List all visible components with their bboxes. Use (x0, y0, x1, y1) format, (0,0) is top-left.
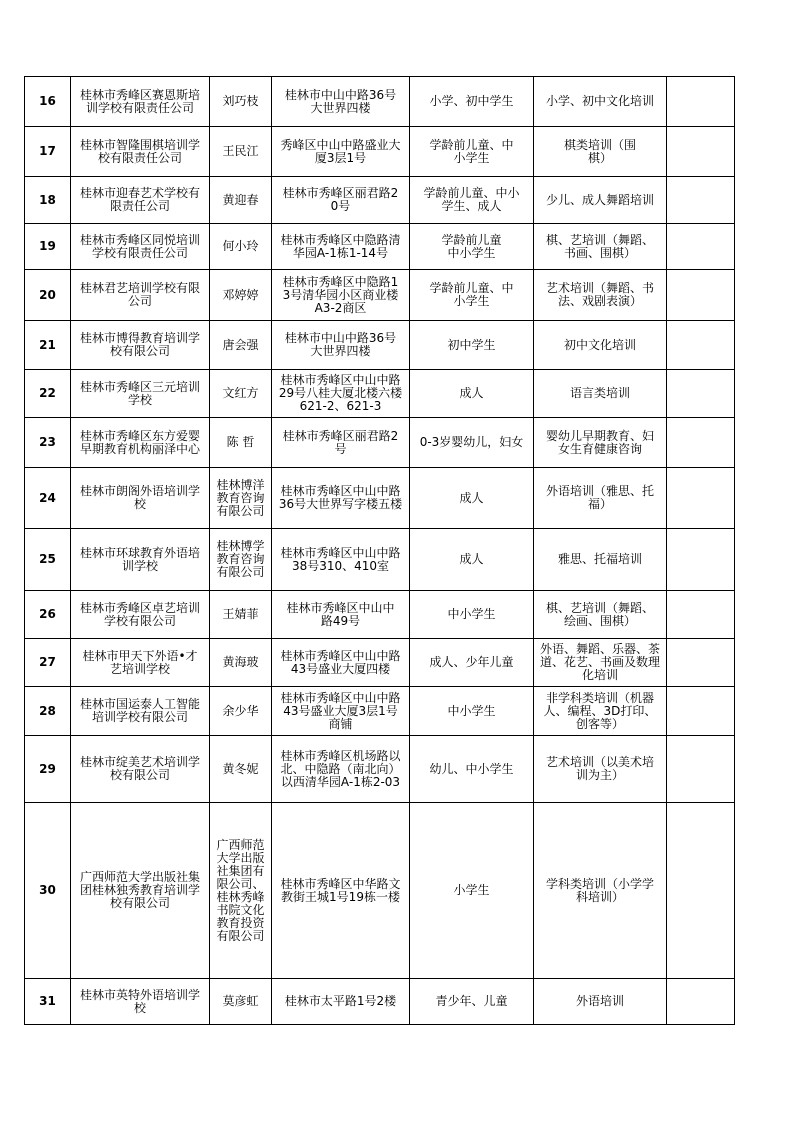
cell-scope: 雅思、托福培训 (534, 529, 667, 591)
cell-address: 桂林市秀峰区中隐路13号清华园小区商业楼A3-2商区 (272, 270, 410, 321)
cell-remark (667, 639, 735, 687)
cell-name: 桂林市秀峰区同悦培训学校有限责任公司 (71, 224, 210, 270)
cell-remark (667, 224, 735, 270)
cell-name: 桂林市秀峰区赛恩斯培训学校有限责任公司 (71, 77, 210, 127)
cell-person: 桂林博学教育咨询有限公司 (210, 529, 272, 591)
cell-no: 22 (25, 370, 71, 418)
cell-no: 16 (25, 77, 71, 127)
cell-person: 余少华 (210, 687, 272, 736)
cell-target: 学龄前儿童、中小学生 (410, 270, 534, 321)
cell-no: 23 (25, 418, 71, 468)
cell-person: 王婧菲 (210, 591, 272, 639)
cell-name: 桂林市博得教育培训学校有限公司 (71, 321, 210, 370)
cell-scope: 外语培训 (534, 979, 667, 1025)
cell-person: 黄海玻 (210, 639, 272, 687)
table-row (25, 270, 735, 321)
table-row (25, 803, 735, 979)
cell-scope: 婴幼儿早期教育、妇女生育健康咨询 (534, 418, 667, 468)
cell-no: 18 (25, 177, 71, 224)
cell-address: 桂林市秀峰区中隐路清华园A-1栋1-14号 (272, 224, 410, 270)
cell-address: 桂林市中山中路36号大世界四楼 (272, 321, 410, 370)
cell-scope: 少儿、成人舞蹈培训 (534, 177, 667, 224)
table-row (25, 370, 735, 418)
cell-no: 31 (25, 979, 71, 1025)
cell-person: 莫彦虹 (210, 979, 272, 1025)
cell-scope: 小学、初中文化培训 (534, 77, 667, 127)
cell-name: 桂林市秀峰区卓艺培训学校有限公司 (71, 591, 210, 639)
cell-target: 幼儿、中小学生 (410, 736, 534, 803)
cell-remark (667, 468, 735, 529)
cell-name: 桂林市英特外语培训学校 (71, 979, 210, 1025)
table-row (25, 321, 735, 370)
cell-name: 广西师范大学出版社集团桂林独秀教育培训学校有限公司 (71, 803, 210, 979)
cell-scope: 棋、艺培训（舞蹈、书画、围棋） (534, 224, 667, 270)
cell-person: 广西师范大学出版社集团有限公司、桂林秀峰书院文化教育投资有限公司 (210, 803, 272, 979)
cell-remark (667, 370, 735, 418)
cell-target: 学龄前儿童、中小学生 (410, 127, 534, 177)
cell-no: 27 (25, 639, 71, 687)
table-row (25, 736, 735, 803)
cell-no: 21 (25, 321, 71, 370)
table-row (25, 77, 735, 127)
cell-remark (667, 418, 735, 468)
cell-address: 桂林市秀峰区中山中路29号八桂大厦北楼六楼621-2、621-3 (272, 370, 410, 418)
table-row (25, 224, 735, 270)
cell-target: 中小学生 (410, 591, 534, 639)
table-row (25, 127, 735, 177)
cell-scope: 艺术培训（以美术培训为主） (534, 736, 667, 803)
cell-person: 文红方 (210, 370, 272, 418)
cell-remark (667, 736, 735, 803)
cell-target: 小学、初中学生 (410, 77, 534, 127)
cell-remark (667, 529, 735, 591)
table-row (25, 177, 735, 224)
cell-target: 成人 (410, 370, 534, 418)
cell-address: 桂林市秀峰区丽君路2号 (272, 418, 410, 468)
cell-target: 0-3岁婴幼儿，妇女 (410, 418, 534, 468)
cell-scope: 外语培训（雅思、托福） (534, 468, 667, 529)
schools-table (24, 76, 735, 1025)
cell-no: 26 (25, 591, 71, 639)
cell-remark (667, 77, 735, 127)
cell-address: 桂林市秀峰区丽君路20号 (272, 177, 410, 224)
cell-target: 初中学生 (410, 321, 534, 370)
cell-remark (667, 687, 735, 736)
cell-no: 25 (25, 529, 71, 591)
cell-scope: 语言类培训 (534, 370, 667, 418)
cell-address: 桂林市秀峰区中山中路38号310、410室 (272, 529, 410, 591)
cell-no: 24 (25, 468, 71, 529)
cell-address: 桂林市秀峰区中山中路43号盛业大厦3层1号商铺 (272, 687, 410, 736)
cell-address: 桂林市秀峰区中山中路43号盛业大厦四楼 (272, 639, 410, 687)
cell-target: 学龄前儿童中小学生 (410, 224, 534, 270)
cell-person: 王民江 (210, 127, 272, 177)
cell-address: 桂林市秀峰区中山中路49号 (272, 591, 410, 639)
table-row (25, 687, 735, 736)
cell-remark (667, 127, 735, 177)
cell-target: 成人、少年儿童 (410, 639, 534, 687)
cell-name: 桂林市迎春艺术学校有限责任公司 (71, 177, 210, 224)
cell-target: 学龄前儿童、中小学生、成人 (410, 177, 534, 224)
cell-name: 桂林市秀峰区三元培训学校 (71, 370, 210, 418)
cell-scope: 学科类培训（小学学科培训） (534, 803, 667, 979)
cell-person: 黄迎春 (210, 177, 272, 224)
cell-no: 30 (25, 803, 71, 979)
cell-no: 19 (25, 224, 71, 270)
cell-remark (667, 591, 735, 639)
cell-no: 17 (25, 127, 71, 177)
cell-person: 桂林博洋教育咨询有限公司 (210, 468, 272, 529)
cell-remark (667, 979, 735, 1025)
cell-name: 桂林市环球教育外语培训学校 (71, 529, 210, 591)
cell-name: 桂林市甲天下外语•才艺培训学校 (71, 639, 210, 687)
cell-scope: 棋类培训（围棋） (534, 127, 667, 177)
cell-address: 桂林市太平路1号2楼 (272, 979, 410, 1025)
cell-address: 桂林市中山中路36号大世界四楼 (272, 77, 410, 127)
cell-address: 桂林市秀峰区机场路以北、中隐路（南北向）以西清华园A-1栋2-03 (272, 736, 410, 803)
cell-person: 何小玲 (210, 224, 272, 270)
cell-target: 成人 (410, 468, 534, 529)
cell-address: 桂林市秀峰区中华路文教街王城1号19栋一楼 (272, 803, 410, 979)
cell-name: 桂林君艺培训学校有限公司 (71, 270, 210, 321)
table-row (25, 468, 735, 529)
cell-person: 邓婷婷 (210, 270, 272, 321)
cell-scope: 外语、舞蹈、乐器、茶道、花艺、书画及数理化培训 (534, 639, 667, 687)
cell-target: 青少年、儿童 (410, 979, 534, 1025)
cell-person: 唐会强 (210, 321, 272, 370)
cell-address: 桂林市秀峰区中山中路36号大世界写字楼五楼 (272, 468, 410, 529)
cell-name: 桂林市秀峰区东方爱婴早期教育机构丽泽中心 (71, 418, 210, 468)
cell-remark (667, 321, 735, 370)
cell-scope: 非学科类培训（机器人、编程、3D打印、创客等） (534, 687, 667, 736)
cell-person: 黄冬妮 (210, 736, 272, 803)
cell-name: 桂林市朗阁外语培训学校 (71, 468, 210, 529)
cell-person: 陈 哲 (210, 418, 272, 468)
cell-no: 28 (25, 687, 71, 736)
table-row (25, 591, 735, 639)
cell-name: 桂林市绽美艺术培训学校有限公司 (71, 736, 210, 803)
table-row (25, 979, 735, 1025)
cell-address: 秀峰区中山中路盛业大厦3层1号 (272, 127, 410, 177)
cell-name: 桂林市国运泰人工智能培训学校有限公司 (71, 687, 210, 736)
cell-name: 桂林市智隆围棋培训学校有限责任公司 (71, 127, 210, 177)
cell-person: 刘巧枝 (210, 77, 272, 127)
cell-scope: 棋、艺培训（舞蹈、绘画、围棋） (534, 591, 667, 639)
table-row (25, 529, 735, 591)
cell-scope: 初中文化培训 (534, 321, 667, 370)
cell-remark (667, 803, 735, 979)
cell-no: 29 (25, 736, 71, 803)
cell-target: 中小学生 (410, 687, 534, 736)
cell-target: 小学生 (410, 803, 534, 979)
cell-remark (667, 177, 735, 224)
cell-scope: 艺术培训（舞蹈、书法、戏剧表演） (534, 270, 667, 321)
cell-no: 20 (25, 270, 71, 321)
table-row (25, 418, 735, 468)
cell-target: 成人 (410, 529, 534, 591)
cell-remark (667, 270, 735, 321)
table-row (25, 639, 735, 687)
